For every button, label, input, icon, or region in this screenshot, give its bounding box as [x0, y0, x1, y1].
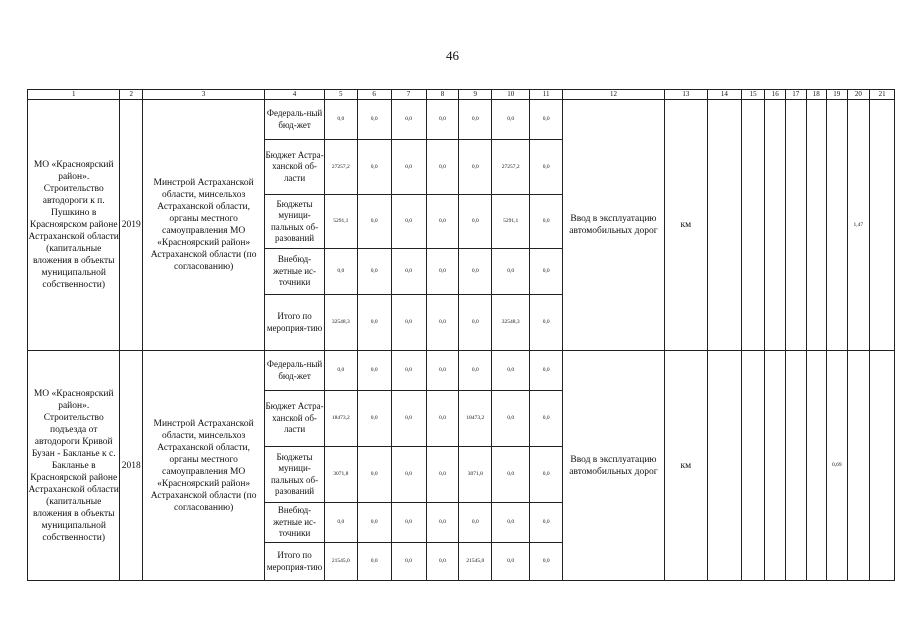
amount-cell: 32548,3	[492, 295, 530, 351]
amount-cell: 5291,1	[492, 195, 530, 249]
indicator: Ввод в эксплуатацию автомобильных дорог	[563, 351, 665, 581]
column-number: 18	[806, 90, 827, 100]
amount-cell: 21545,0	[324, 543, 357, 581]
target-value-col-16	[765, 351, 786, 581]
project-name: МО «Красноярский район». Строительство подъезда от автодороги Кривой Бузан - Бакланье к с. Бакланье в Красноярской районе Астраханской области (капитальные вложения в объекты муниципальной собственности)	[28, 351, 120, 581]
column-number: 2	[120, 90, 143, 100]
column-number: 4	[265, 90, 325, 100]
funding-source: Федераль-ный бюд-жет	[265, 100, 325, 140]
column-number: 14	[707, 90, 741, 100]
amount-cell: 0,0	[324, 503, 357, 543]
column-number: 9	[459, 90, 492, 100]
target-value-col-15	[741, 351, 765, 581]
amount-cell: 0,0	[357, 351, 391, 391]
table-row	[28, 351, 895, 391]
amount-cell: 0,0	[492, 351, 530, 391]
project-year: 2018	[120, 351, 143, 581]
table-row	[28, 100, 895, 140]
target-value-col-21	[870, 100, 895, 351]
target-value-col-17	[785, 100, 806, 351]
amount-cell: 0,0	[459, 100, 492, 140]
amount-cell: 18473,2	[459, 391, 492, 447]
amount-cell: 0,0	[459, 195, 492, 249]
funding-source: Внебюд-жетные ис-точники	[265, 503, 325, 543]
amount-cell: 0,0	[426, 351, 459, 391]
amount-cell: 0,0	[530, 503, 563, 543]
column-number: 6	[357, 90, 391, 100]
amount-cell: 27257,2	[324, 140, 357, 195]
amount-cell: 0,0	[391, 100, 426, 140]
amount-cell: 0,0	[357, 447, 391, 503]
amount-cell: 0,0	[426, 140, 459, 195]
project-executors: Минстрой Астраханской области, минсельхоз Астраханской области, органы местного самоуправления МО «Красноярский район» Астраханской области (по согласованию)	[143, 100, 265, 351]
column-number: 20	[847, 90, 870, 100]
amount-cell: 5291,1	[324, 195, 357, 249]
funding-source: Внебюд-жетные ис-точники	[265, 249, 325, 295]
column-number: 21	[870, 90, 895, 100]
amount-cell: 0,0	[391, 295, 426, 351]
amount-cell: 0,0	[357, 503, 391, 543]
target-value-col-16	[765, 100, 786, 351]
target-value-col-18	[806, 100, 827, 351]
page-number: 46	[446, 48, 459, 63]
column-number: 12	[563, 90, 665, 100]
project-name: МО «Красноярский район». Строительство автодороги к п. Пушкино в Красноярском районе Астраханской области (капитальные вложения в объекты муниципальной собственности)	[28, 100, 120, 351]
column-number: 10	[492, 90, 530, 100]
project-year: 2019	[120, 100, 143, 351]
column-number: 17	[785, 90, 806, 100]
amount-cell: 0,0	[530, 295, 563, 351]
amount-cell: 0,0	[530, 140, 563, 195]
amount-cell: 0,0	[530, 447, 563, 503]
unit: км	[664, 100, 707, 351]
funding-source: Итого по мероприя-тию	[265, 543, 325, 581]
amount-cell: 0,0	[459, 503, 492, 543]
column-number: 7	[391, 90, 426, 100]
amount-cell: 0,0	[426, 100, 459, 140]
amount-cell: 0,0	[530, 249, 563, 295]
program-table	[27, 89, 895, 581]
amount-cell: 0,0	[426, 543, 459, 581]
amount-cell: 0,0	[357, 195, 391, 249]
amount-cell: 0,0	[357, 391, 391, 447]
amount-cell: 0,0	[391, 351, 426, 391]
target-value-col-14	[707, 351, 741, 581]
amount-cell: 0,0	[530, 543, 563, 581]
amount-cell: 0,0	[391, 503, 426, 543]
indicator: Ввод в эксплуатацию автомобильных дорог	[563, 100, 665, 351]
amount-cell: 0,0	[426, 447, 459, 503]
funding-source: Бюджет Астра-ханской об-ласти	[265, 140, 325, 195]
column-number: 19	[827, 90, 848, 100]
amount-cell: 0,0	[357, 100, 391, 140]
amount-cell: 0,0	[357, 543, 391, 581]
target-value-col-17	[785, 351, 806, 581]
amount-cell: 0,0	[492, 100, 530, 140]
column-number: 1	[28, 90, 120, 100]
funding-source: Бюджеты муници-пальных об-разований	[265, 195, 325, 249]
amount-cell: 0,0	[391, 249, 426, 295]
amount-cell: 0,0	[426, 195, 459, 249]
amount-cell: 0,0	[426, 391, 459, 447]
amount-cell: 3071,8	[324, 447, 357, 503]
amount-cell: 0,0	[492, 249, 530, 295]
funding-source: Бюджет Астра-ханской об-ласти	[265, 391, 325, 447]
column-number: 11	[530, 90, 563, 100]
target-value-col-14	[707, 100, 741, 351]
amount-cell: 0,0	[357, 140, 391, 195]
amount-cell: 0,0	[426, 503, 459, 543]
project-executors: Минстрой Астраханской области, минсельхоз Астраханской области, органы местного самоуправления МО «Красноярский район» Астраханской области (по согласованию)	[143, 351, 265, 581]
column-number-row	[28, 90, 895, 100]
target-value-col-21	[870, 351, 895, 581]
column-number: 5	[324, 90, 357, 100]
amount-cell: 0,0	[530, 100, 563, 140]
column-number: 13	[664, 90, 707, 100]
amount-cell: 32548,3	[324, 295, 357, 351]
amount-cell: 18473,2	[324, 391, 357, 447]
target-value-col-19	[827, 100, 848, 351]
amount-cell: 0,0	[492, 447, 530, 503]
funding-source: Итого по мероприя-тию	[265, 295, 325, 351]
amount-cell: 0,0	[324, 351, 357, 391]
amount-cell: 0,0	[391, 543, 426, 581]
amount-cell: 0,0	[391, 195, 426, 249]
funding-source: Бюджеты муници-пальных об-разований	[265, 447, 325, 503]
column-number: 15	[741, 90, 765, 100]
amount-cell: 0,0	[391, 447, 426, 503]
amount-cell: 3071,8	[459, 447, 492, 503]
amount-cell: 0,0	[459, 295, 492, 351]
target-value-col-18	[806, 351, 827, 581]
amount-cell: 0,0	[324, 249, 357, 295]
amount-cell: 0,0	[459, 249, 492, 295]
amount-cell: 0,0	[324, 100, 357, 140]
amount-cell: 0,0	[357, 249, 391, 295]
amount-cell: 0,0	[459, 140, 492, 195]
amount-cell: 0,0	[391, 391, 426, 447]
amount-cell: 0,0	[492, 543, 530, 581]
amount-cell: 0,0	[530, 195, 563, 249]
column-number: 16	[765, 90, 786, 100]
amount-cell: 0,0	[459, 351, 492, 391]
amount-cell: 0,0	[492, 391, 530, 447]
amount-cell: 0,0	[357, 295, 391, 351]
amount-cell: 0,0	[530, 391, 563, 447]
amount-cell: 0,0	[426, 249, 459, 295]
target-value-col-19: 0,69	[827, 351, 848, 581]
amount-cell: 21545,0	[459, 543, 492, 581]
amount-cell: 0,0	[426, 295, 459, 351]
target-value-col-15	[741, 100, 765, 351]
amount-cell: 0,0	[492, 503, 530, 543]
amount-cell: 0,0	[530, 351, 563, 391]
funding-source: Федераль-ный бюд-жет	[265, 351, 325, 391]
target-value-col-20: 1,47	[847, 100, 870, 351]
column-number: 8	[426, 90, 459, 100]
target-value-col-20	[847, 351, 870, 581]
unit: км	[664, 351, 707, 581]
amount-cell: 27257,2	[492, 140, 530, 195]
amount-cell: 0,0	[391, 140, 426, 195]
column-number: 3	[143, 90, 265, 100]
